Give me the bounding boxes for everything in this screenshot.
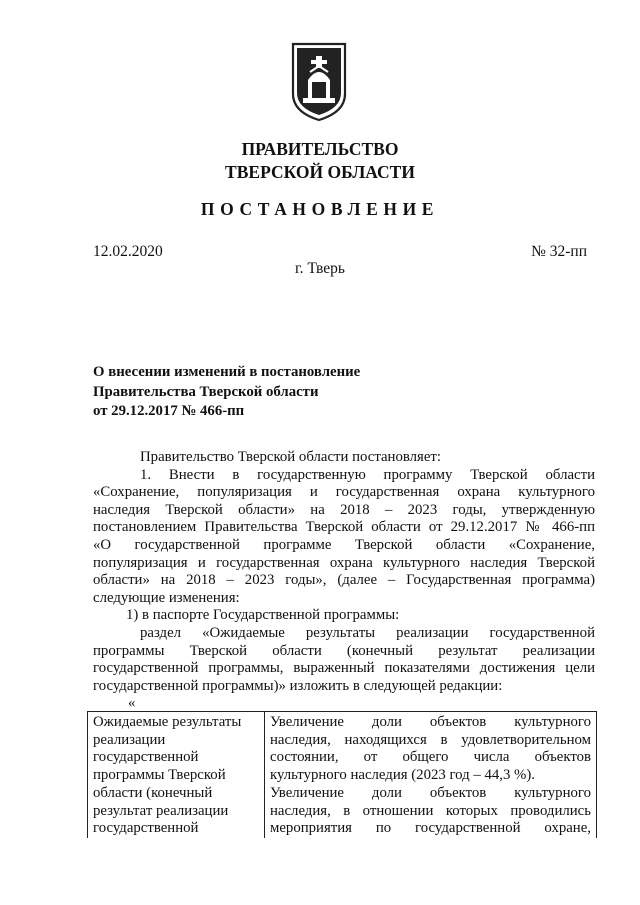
paragraph-1-line: наследия Тверской области» на 2018 – 2023 годы, утвержденную [93,501,595,518]
government-line1: ПРАВИТЕЛЬСТВО [241,139,399,159]
paragraph-2-line: государственной программы, выраженный показателями достижения цели [93,660,595,677]
coat-of-arms-icon [290,42,348,122]
label-line: области (конечный [93,784,213,801]
government-line2: ТВЕРСКОЙ ОБЛАСТИ [225,162,415,182]
paragraph-1-line: «О государственной программе Тверской области «Сохранение, [93,536,595,553]
paragraph-2-line: раздел «Ожидаемые результаты реализации государственной [140,624,595,641]
subitem-1: 1) в паспорте Государственной программы: [126,607,400,624]
value-line: наследия, в отношении которых проводились [270,802,591,819]
paragraph-2 [93,625,595,695]
title-line3: от 29.12.2017 № 466-пп [93,403,245,419]
label-line: государственной [93,749,199,766]
value-line: состоянии, от общего числа объектов [270,749,591,766]
government-name [0,138,640,184]
paragraph-2-line: государственной программы)» изложить в следующей редакции: [93,677,503,694]
paragraph-1-line: «Сохранение, популяризация и государственная охрана культурного [93,484,595,501]
title-line1: О внесении изменений в постановление [93,364,361,380]
paragraph-1-line: популяризация и государственная охрана культурного наследия Тверской [93,554,595,571]
paragraph-1-line: постановлением Правительства Тверской области от 29.12.2017 № 466-пп [93,519,595,536]
value-line: Увеличение доли объектов культурного [270,784,591,801]
paragraph-1-line: следующие изменения: [93,589,240,606]
paragraph-1-line: 1. Внести в государственную программу Тверской области [140,466,595,483]
table-cell-value [265,712,597,838]
title-line2: Правительства Тверской области [93,383,319,400]
paragraph-1 [93,467,595,608]
table-cell-label [88,712,265,838]
opening-quote: « [128,695,136,712]
value-line: культурного наследия (2023 год – 44,3 %). [270,767,536,784]
document-title [93,363,360,422]
paragraph-1-line: области» на 2018 – 2023 годы», (далее – Государственная программа) [93,572,595,589]
label-line: результат реализации [93,802,229,819]
document-type: ПОСТАНОВЛЕНИЕ [200,199,440,219]
value-line: Увеличение доли объектов культурного [270,714,591,730]
results-table [87,711,597,838]
document-city: г. Тверь [295,260,345,277]
label-line: государственной [93,820,199,837]
label-line: реализации [93,731,166,748]
table-row [88,712,597,838]
value-line: мероприятия по государственной охране, [270,820,591,837]
intro-paragraph: Правительство Тверской области постановляет: [140,449,442,465]
document-number: № 32-пп [531,243,587,260]
document-body [93,449,595,713]
label-line: программы Тверской [93,767,226,784]
label-line: Ожидаемые результаты [93,714,242,730]
paragraph-2-line: программы Тверской области (конечный результат реализации [93,642,595,659]
value-line: наследия, находящихся в удовлетворительном [270,731,591,748]
document-date: 12.02.2020 [93,243,163,260]
